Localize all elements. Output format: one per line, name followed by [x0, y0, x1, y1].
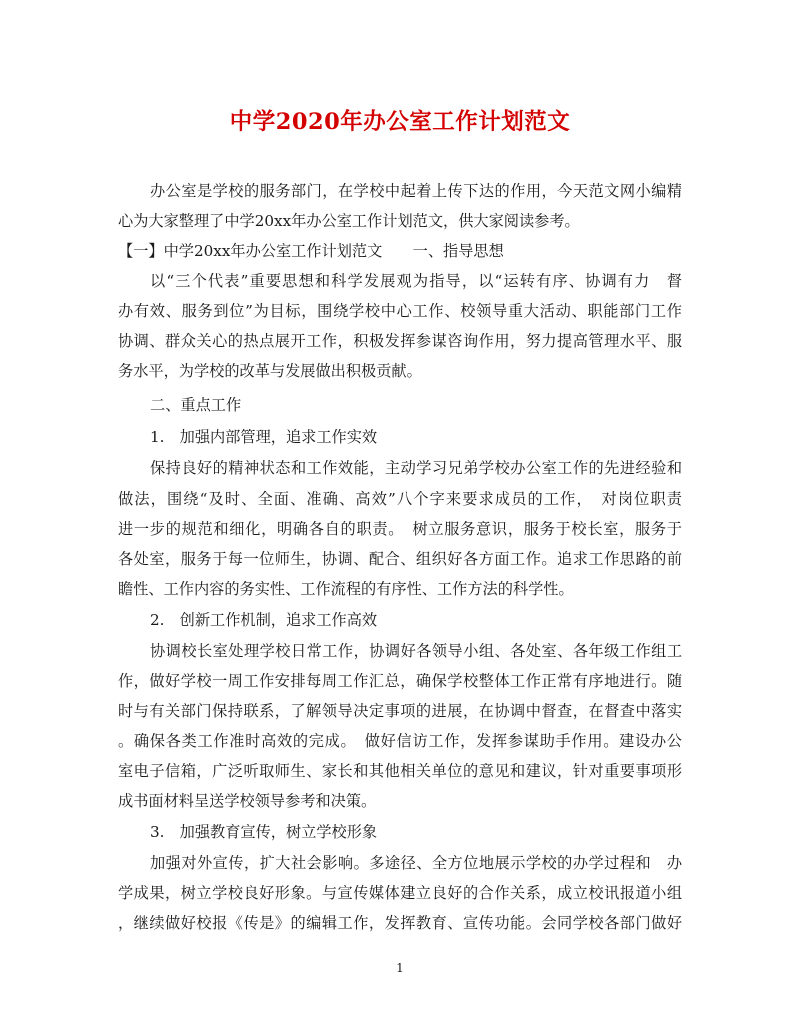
- paragraph-line: 协调校长室处理学校日常工作，协调好各领导小组、各处室、各年级工作组工: [150, 642, 682, 660]
- paragraph-line: 加强对外宣传，扩大社会影响。多途径、全方位地展示学校的办学过程和 办: [150, 854, 682, 872]
- paragraph-line: ，继续做好校报《传是》的编辑工作，发挥教育、宣传功能。会同学校各部门做好: [118, 914, 682, 932]
- paragraph-line: 各处室，服务于每一位师生，协调、配合、组织好各方面工作。追求工作思路的前: [118, 550, 682, 568]
- paragraph-line: 室电子信箱，广泛听取师生、家长和其他相关单位的意见和建议，针对重要事项形: [118, 762, 682, 780]
- section-heading: 二、重点工作: [150, 396, 242, 414]
- paragraph-line: 务水平，为学校的改革与发展做出积极贡献。: [118, 362, 422, 380]
- subsection-heading: 1. 加强内部管理，追求工作实效: [150, 428, 378, 446]
- paragraph-line: 时与有关部门保持联系，了解领导决定事项的进展，在协调中督查，在督查中落实: [118, 702, 682, 720]
- paragraph-line: 。确保各类工作准时高效的完成。 做好信访工作，发挥参谋助手作用。建设办公: [118, 732, 682, 750]
- paragraph-line: 进一步的规范和细化，明确各自的职责。 树立服务意识，服务于校长室，服务于: [118, 520, 682, 538]
- paragraph-line: 心为大家整理了中学20xx年办公室工作计划范文，供大家阅读参考。: [118, 212, 580, 230]
- paragraph-line: 成书面材料呈送学校领导参考和决策。: [118, 792, 377, 810]
- subsection-heading: 2. 创新工作机制，追求工作高效: [150, 611, 378, 629]
- page-number: 1: [396, 961, 404, 975]
- paragraph-line: 保持良好的精神状态和工作效能，主动学习兄弟学校办公室工作的先进经验和: [150, 459, 682, 477]
- paragraph-line: 【一】中学20xx年办公室工作计划范文 一、指导思想: [118, 242, 504, 260]
- paragraph-line: 作，做好学校一周工作安排每周工作汇总，确保学校整体工作正常有序地进行。随: [118, 672, 682, 690]
- paragraph-line: 做法，围绕“及时、全面、准确、高效”八个字来要求成员的工作， 对岗位职责: [118, 490, 682, 508]
- paragraph-line: 办公室是学校的服务部门，在学校中起着上传下达的作用，今天范文网小编精: [150, 182, 682, 200]
- paragraph-line: 以“三个代表”重要思想和科学发展观为指导，以“运转有序、协调有力 督: [150, 272, 682, 290]
- paragraph-line: 协调、群众关心的热点展开工作，积极发挥参谋咨询作用，努力提高管理水平、服: [118, 332, 682, 350]
- paragraph-line: 瞻性、工作内容的务实性、工作流程的有序性、工作方法的科学性。: [118, 580, 574, 598]
- paragraph-line: 学成果，树立学校良好形象。与宣传媒体建立良好的合作关系，成立校讯报道小组: [118, 884, 682, 902]
- subsection-heading: 3. 加强教育宣传，树立学校形象: [150, 823, 378, 841]
- paragraph-line: 办有效、服务到位”为目标，围绕学校中心工作、校领导重大活动、职能部门工作: [118, 302, 682, 320]
- document-title: 中学2020年办公室工作计划范文: [229, 109, 571, 135]
